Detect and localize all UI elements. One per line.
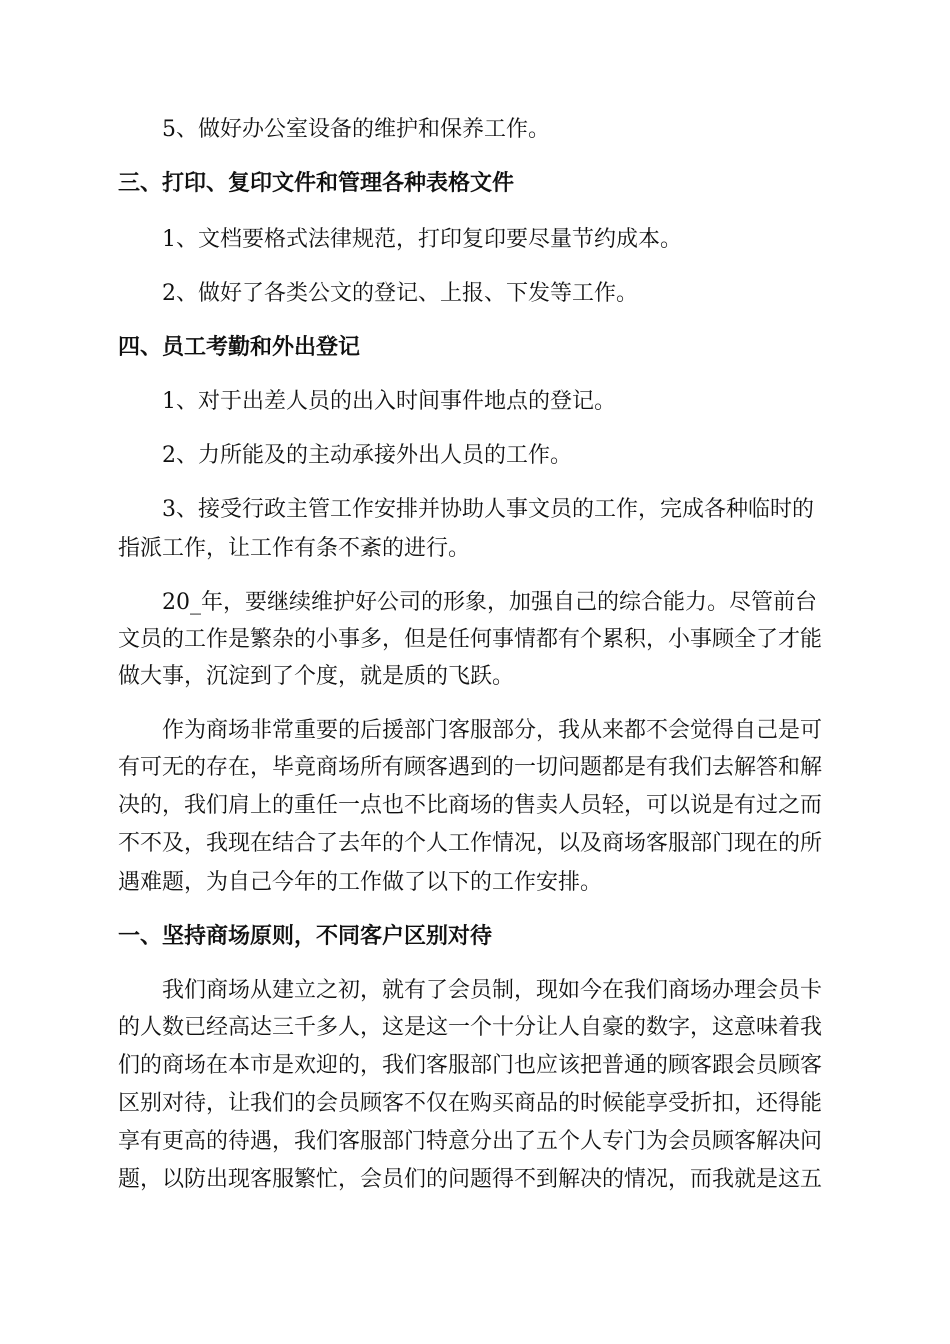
section-heading: 四、员工考勤和外出登记 — [118, 335, 361, 360]
paragraph-line: 做大事，沉淀到了个度，就是质的飞跃。 — [118, 664, 515, 689]
paragraph-line: 有可无的存在，毕竟商场所有顾客遇到的一切问题都是有我们去解答和解 — [118, 755, 823, 780]
list-item: 5、做好办公室设备的维护和保养工作。 — [162, 117, 550, 142]
paragraph-line: 享有更高的待遇，我们客服部门特意分出了五个人专门为会员顾客解决问 — [118, 1129, 823, 1154]
list-item: 1、对于出差人员的出入时间事件地点的登记。 — [162, 389, 616, 414]
paragraph-line: 指派工作，让工作有条不紊的进行。 — [118, 536, 471, 561]
paragraph-line: 题，以防出现客服繁忙，会员们的问题得不到解决的情况，而我就是这五 — [118, 1167, 823, 1192]
paragraph-line: 文员的工作是繁杂的小事多，但是任何事情都有个累积，小事顾全了才能 — [118, 627, 823, 652]
paragraph-line: 不不及，我现在结合了去年的个人工作情况，以及商场客服部门现在的所 — [118, 831, 823, 856]
paragraph-line: 20_年，要继续维护好公司的形象，加强自己的综合能力。尽管前台 — [162, 590, 817, 615]
paragraph-line: 决的，我们肩上的重任一点也不比商场的售卖人员轻，可以说是有过之而 — [118, 793, 823, 818]
paragraph-line: 们的商场在本市是欢迎的，我们客服部门也应该把普通的顾客跟会员顾客 — [118, 1053, 823, 1078]
paragraph-line: 我们商场从建立之初，就有了会员制，现如今在我们商场办理会员卡 — [162, 978, 823, 1003]
paragraph-line: 区别对待，让我们的会员顾客不仅在购买商品的时候能享受折扣，还得能 — [118, 1091, 823, 1116]
paragraph-line: 遇难题，为自己今年的工作做了以下的工作安排。 — [118, 870, 603, 895]
list-item: 2、做好了各类公文的登记、上报、下发等工作。 — [162, 281, 638, 306]
paragraph-line: 的人数已经高达三千多人，这是这一个十分让人自豪的数字，这意味着我 — [118, 1015, 823, 1040]
section-heading: 三、打印、复印文件和管理各种表格文件 — [118, 171, 515, 196]
paragraph-line: 作为商场非常重要的后援部门客服部分，我从来都不会觉得自己是可 — [162, 718, 823, 743]
section-heading: 一、坚持商场原则，不同客户区别对待 — [118, 924, 493, 949]
list-item: 3、接受行政主管工作安排并协助人事文员的工作，完成各种临时的 — [162, 497, 814, 522]
list-item: 2、力所能及的主动承接外出人员的工作。 — [162, 443, 572, 468]
list-item: 1、文档要格式法律规范，打印复印要尽量节约成本。 — [162, 227, 682, 252]
